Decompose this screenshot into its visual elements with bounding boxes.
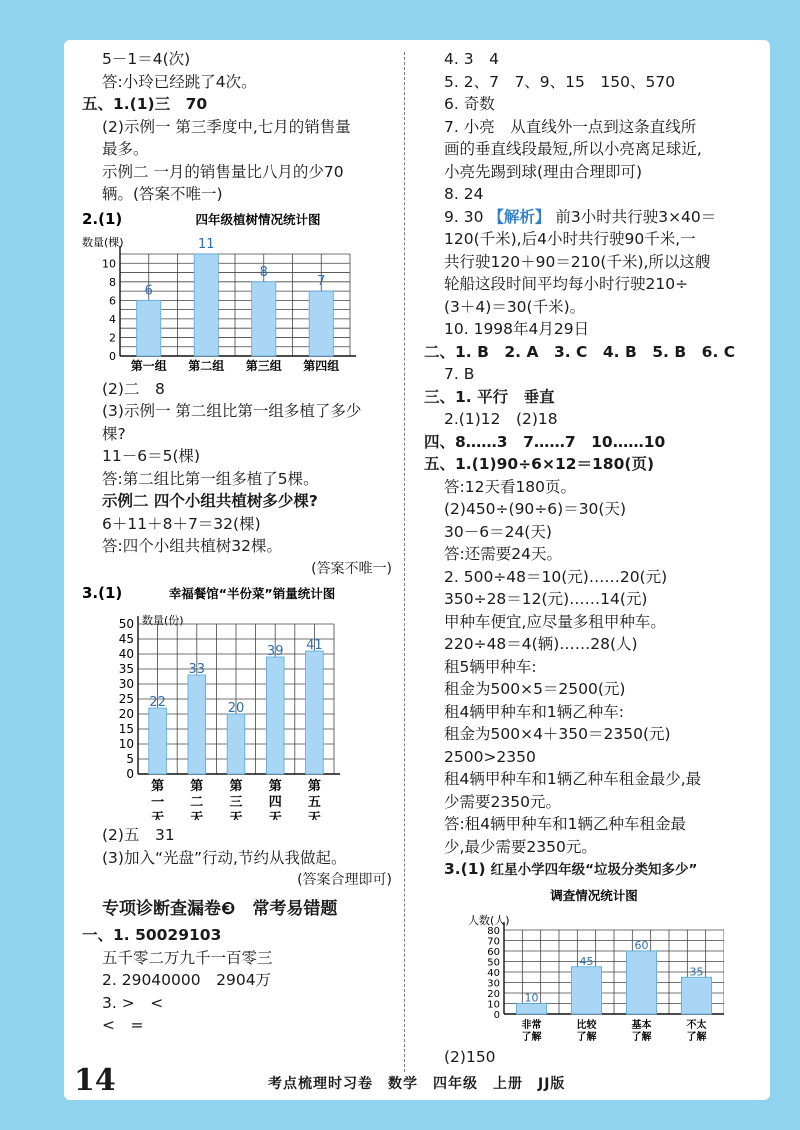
x-tick-label: 第 bbox=[307, 779, 321, 794]
answer-line: (2)二 8 bbox=[102, 379, 165, 398]
page-number: 14 bbox=[74, 1063, 116, 1098]
x-tick-label: 天 bbox=[151, 811, 165, 820]
half-dish-chart bbox=[82, 584, 382, 820]
answer-line: 2. 29040000 2904万 bbox=[102, 971, 272, 989]
answer-line: (2)示例一 第三季度中,七月的销售量 bbox=[102, 117, 351, 136]
chart-title: 幸福餐馆“半份菜”销量统计图 bbox=[168, 586, 336, 601]
bar bbox=[309, 291, 333, 356]
y-tick-label: 35 bbox=[118, 662, 134, 676]
y-tick-label: 40 bbox=[487, 967, 500, 979]
x-tick-label: 第 bbox=[229, 779, 243, 794]
garbage-survey-chart bbox=[424, 886, 724, 1042]
x-tick-label: 基本 bbox=[631, 1019, 652, 1031]
answer-line: 5. 2、7 7、9、15 150、570 bbox=[444, 72, 676, 91]
x-tick-label: 了解 bbox=[521, 1031, 542, 1042]
y-tick-label: 40 bbox=[118, 647, 134, 661]
x-tick-label: 天 bbox=[268, 811, 282, 820]
bar bbox=[194, 254, 218, 356]
x-tick-label: 四 bbox=[268, 795, 282, 810]
x-tick-label: 比较 bbox=[576, 1019, 597, 1031]
answer-note: (答案合理即可) bbox=[297, 872, 392, 888]
y-tick-label: 30 bbox=[118, 677, 134, 691]
chart-1-box bbox=[82, 210, 392, 374]
answer-line: 租4辆甲种车和1辆乙种车: bbox=[444, 702, 624, 721]
y-tick-label: 80 bbox=[487, 925, 500, 937]
answer-line: < = bbox=[102, 1016, 144, 1034]
y-tick-label: 50 bbox=[487, 957, 500, 968]
answer-line: 7. 小亮 从直线外一点到这条直线所 bbox=[444, 117, 697, 136]
answer-line: 2. 500÷48＝10(元)……20(元) bbox=[444, 567, 668, 586]
chart-question-number: 3.(1) bbox=[82, 584, 123, 602]
answer-line: 2.(1)12 (2)18 bbox=[444, 410, 558, 428]
x-tick-label: 非常 bbox=[521, 1019, 542, 1031]
bar bbox=[227, 714, 245, 774]
answer-line: 3. > < bbox=[102, 993, 164, 1012]
bar bbox=[266, 657, 284, 774]
answer-line: 2500>2350 bbox=[444, 747, 536, 766]
answer-line: 10. 1998年4月29日 bbox=[444, 320, 590, 338]
answer-line: 少需要2350元。 bbox=[444, 792, 561, 811]
answer-line: 二、1. B 2. A 3. C 4. B 5. B 6. C bbox=[424, 342, 736, 361]
x-tick-label: 二 bbox=[190, 795, 204, 810]
answer-line: 一、1. 50029103 bbox=[82, 926, 222, 944]
bar-value-label: 7 bbox=[317, 273, 326, 289]
answer-line: 120(千米),后4小时共行驶90千米,一 bbox=[444, 230, 696, 248]
x-tick-label: 了解 bbox=[686, 1031, 707, 1042]
footer-text: 考点梳理时习卷 数学 四年级 上册 JJ版 bbox=[268, 1076, 566, 1092]
bar bbox=[137, 300, 161, 356]
answer-line: 8. 24 bbox=[444, 185, 484, 203]
bar-value-label: 20 bbox=[227, 701, 245, 716]
analysis-tag: 【解析】 bbox=[488, 207, 551, 226]
y-tick-label: 0 bbox=[126, 767, 134, 781]
y-tick-label: 8 bbox=[109, 275, 116, 289]
y-tick-label: 30 bbox=[487, 978, 500, 989]
x-tick-label: 天 bbox=[307, 811, 321, 820]
x-tick-label: 了解 bbox=[576, 1031, 597, 1042]
tree-planting-chart bbox=[82, 210, 382, 374]
answer-note: (答案不唯一) bbox=[311, 560, 392, 577]
y-tick-label: 6 bbox=[109, 293, 116, 307]
bar bbox=[626, 951, 656, 1014]
y-tick-label: 50 bbox=[118, 617, 134, 631]
answer-line: (3＋4)＝30(千米)。 bbox=[444, 297, 586, 316]
x-tick-label: 第 bbox=[190, 779, 204, 794]
bar-value-label: 39 bbox=[266, 644, 284, 659]
y-tick-label: 4 bbox=[109, 312, 116, 326]
column-divider bbox=[404, 52, 405, 1072]
y-tick-label: 5 bbox=[126, 752, 134, 766]
answer-line: 四、8……3 7……7 10……10 bbox=[424, 432, 666, 451]
answer-line: 租5辆甲种车: bbox=[444, 657, 537, 676]
answer-line: (2)450÷(90÷6)＝30(天) bbox=[444, 500, 627, 518]
y-tick-label: 45 bbox=[118, 632, 134, 646]
answer-line: 11－6＝5(棵) bbox=[102, 447, 201, 465]
answer-line: 答:第二组比第一组多植了5棵。 bbox=[102, 469, 319, 488]
answer-line: 三、1. 平行 垂直 bbox=[424, 387, 555, 406]
y-tick-label: 0 bbox=[493, 1009, 500, 1021]
right-column bbox=[424, 48, 764, 1068]
chart-ylabel: 人数(人) bbox=[468, 913, 510, 927]
x-tick-label: 第四组 bbox=[303, 358, 340, 373]
chart-ylabel: 数量(份) bbox=[142, 614, 184, 627]
answer-line: 30－6＝24(天) bbox=[444, 522, 552, 541]
bar-value-label: 11 bbox=[197, 236, 215, 252]
bar bbox=[252, 281, 276, 355]
bar-value-label: 6 bbox=[144, 282, 153, 298]
answer-line: 7. B bbox=[444, 365, 475, 383]
answer-line: 6. 奇数 bbox=[444, 95, 495, 113]
answer-line: 甲种车便宜,应尽量多租甲种车。 bbox=[444, 612, 666, 631]
answer-line: 五、1.(1)三 70 bbox=[82, 95, 208, 113]
x-tick-label: 第三组 bbox=[245, 358, 282, 373]
y-tick-label: 0 bbox=[109, 349, 116, 363]
y-tick-label: 25 bbox=[118, 692, 134, 706]
chart-3-title-line1: 红星小学四年级“垃圾分类知多少” bbox=[490, 862, 698, 878]
x-tick-label: 第 bbox=[151, 779, 165, 794]
answer-line: 示例二 一月的销售量比八月的少70 bbox=[102, 162, 344, 181]
left-column bbox=[82, 48, 392, 1037]
bar bbox=[571, 966, 601, 1013]
answer-line: 答:租4辆甲种车和1辆乙种车租金最 bbox=[444, 815, 686, 833]
q3-number: 3.(1) bbox=[444, 860, 486, 878]
answer-line: 画的垂直线段最短,所以小亮离足球近, bbox=[444, 140, 702, 158]
y-tick-label: 10 bbox=[102, 256, 116, 270]
answer-line: 示例二 四个小组共植树多少棵? bbox=[102, 492, 318, 510]
answer-line: 租金为500×4＋350＝2350(元) bbox=[444, 725, 671, 743]
answer-line: 轮船这段时间平均每小时行驶210÷ bbox=[444, 275, 689, 293]
q9-text: 前3小时共行驶3×40＝ bbox=[555, 207, 717, 226]
answer-line: 答:四个小组共植树32棵。 bbox=[102, 537, 282, 555]
y-tick-label: 60 bbox=[487, 946, 500, 958]
answer-line: 350÷28＝12(元)……14(元) bbox=[444, 590, 648, 608]
answer-line: 220÷48＝4(辆)……28(人) bbox=[444, 635, 638, 653]
y-tick-label: 20 bbox=[487, 988, 500, 1000]
bar-value-label: 8 bbox=[259, 264, 268, 280]
y-tick-label: 15 bbox=[118, 722, 134, 736]
answer-line: 答:12天看180页。 bbox=[444, 477, 577, 496]
answer-line: 五千零二万九千一百零三 bbox=[102, 948, 273, 967]
x-tick-label: 了解 bbox=[631, 1031, 652, 1042]
bar bbox=[516, 1003, 546, 1014]
bar-value-label: 41 bbox=[306, 638, 323, 653]
y-tick-label: 2 bbox=[109, 330, 116, 344]
page-footer bbox=[72, 1063, 762, 1099]
y-tick-label: 70 bbox=[487, 936, 500, 947]
q3-line bbox=[424, 858, 764, 882]
q9-line bbox=[424, 206, 764, 229]
answer-line: 五、1.(1)90÷6×12＝180(页) bbox=[424, 455, 655, 473]
answer-line: 答:小玲已经跳了4次。 bbox=[102, 72, 257, 91]
bar-value-label: 22 bbox=[149, 695, 166, 710]
chart-title: 四年级植树情况统计图 bbox=[195, 211, 321, 227]
x-tick-label: 一 bbox=[151, 795, 165, 810]
x-tick-label: 天 bbox=[190, 811, 204, 820]
bar bbox=[188, 675, 206, 774]
chart-title: 调查情况统计图 bbox=[550, 887, 638, 903]
answer-line: 最多。 bbox=[102, 140, 149, 158]
chart-3-box bbox=[424, 886, 764, 1042]
x-tick-label: 不太 bbox=[686, 1019, 707, 1031]
answer-line: 小亮先踢到球(理由合理即可) bbox=[444, 162, 643, 181]
bar-value-label: 10 bbox=[524, 991, 539, 1004]
x-tick-label: 第二组 bbox=[188, 358, 225, 373]
chart-ylabel: 数量(棵) bbox=[82, 235, 124, 249]
bar bbox=[306, 651, 324, 774]
y-tick-label: 10 bbox=[487, 999, 500, 1010]
y-tick-label: 20 bbox=[118, 707, 134, 721]
bar-value-label: 45 bbox=[579, 954, 594, 968]
section-title: 专项诊断查漏卷❸ 常考易错题 bbox=[102, 898, 338, 919]
x-tick-label: 第一组 bbox=[130, 358, 167, 373]
bar bbox=[149, 708, 167, 774]
x-tick-label: 三 bbox=[229, 795, 243, 810]
answer-line: 4. 3 4 bbox=[444, 50, 499, 68]
answer-line: (2)150 bbox=[444, 1047, 496, 1066]
answer-line: 辆。(答案不唯一) bbox=[102, 185, 223, 203]
answer-line: (3)示例一 第二组比第一组多植了多少 bbox=[102, 402, 362, 420]
bar bbox=[681, 977, 711, 1014]
x-tick-label: 第 bbox=[268, 779, 282, 794]
answer-line: 少,最少需要2350元。 bbox=[444, 837, 597, 856]
bar-value-label: 33 bbox=[188, 662, 206, 677]
y-tick-label: 10 bbox=[118, 737, 134, 751]
bar-value-label: 60 bbox=[634, 938, 649, 952]
bar-value-label: 35 bbox=[689, 964, 704, 978]
chart-2-box bbox=[82, 584, 392, 820]
answer-line: (3)加入“光盘”行动,节约从我做起。 bbox=[102, 848, 347, 867]
answer-line: 6＋11＋8＋7＝32(棵) bbox=[102, 514, 261, 533]
answer-line: 共行驶120＋90＝210(千米),所以这艘 bbox=[444, 252, 711, 271]
q9-number: 9. 30 bbox=[444, 207, 484, 226]
answer-line: 5－1＝4(次) bbox=[102, 50, 191, 68]
x-tick-label: 天 bbox=[229, 811, 243, 820]
answer-line: 租金为500×5＝2500(元) bbox=[444, 680, 626, 698]
answer-line: 棵? bbox=[102, 424, 126, 443]
x-tick-label: 五 bbox=[307, 795, 321, 810]
chart-question-number: 2.(1) bbox=[82, 209, 123, 228]
answer-line: (2)五 31 bbox=[102, 826, 175, 844]
answer-line: 答:还需要24天。 bbox=[444, 545, 562, 563]
answer-line: 租4辆甲种车和1辆乙种车租金最少,最 bbox=[444, 770, 702, 788]
